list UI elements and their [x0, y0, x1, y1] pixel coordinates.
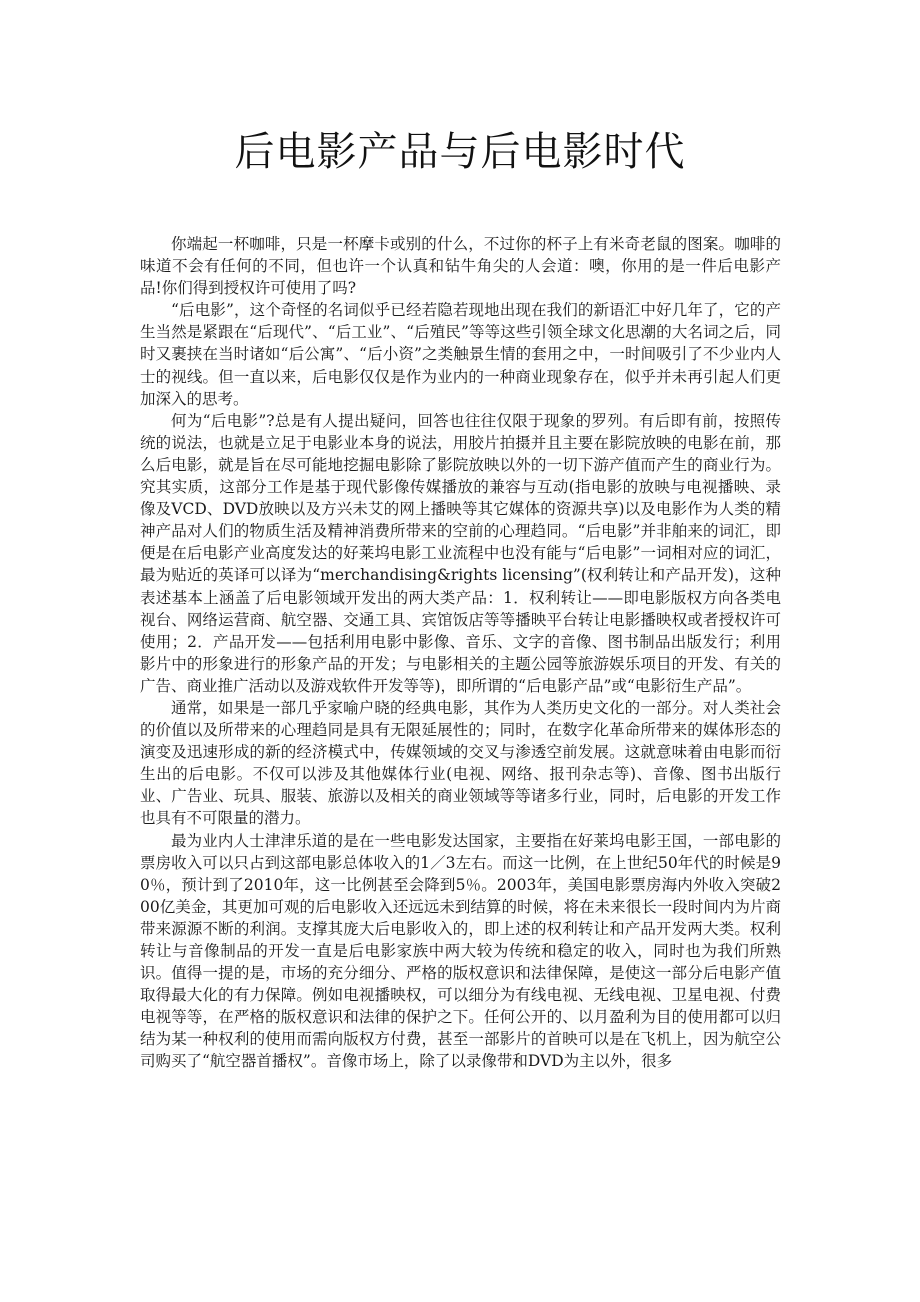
- document-body: [140, 233, 781, 1073]
- paragraph-3: 何为“后电影”?总是有人提出疑问，回答也往往仅限于现象的罗列。有后即有前，按照传统的说法，也就是立足于电影业本身的说法，用胶片拍摄并且主要在影院放映的电影在前，那么后电影，就是旨在尽可能地挖掘电影除了影院放映以外的一切下游产值而产生的商业行为。究其实质，这部分工作是基于现代影像传媒播放的兼容与互动(指电影的放映与电视播映、录像及VCD、DVD放映以及方兴未艾的网上播映等其它媒体的资源共享)以及电影作为人类的精神产品对人们的物质生活及精神消费所带来的空前的心理趋同。“后电影”并非舶来的词汇，即便是在后电影产业高度发达的好莱坞电影工业流程中也没有能与“后电影”一词相对应的词汇，最为贴近的英译可以译为“merchandising&rights licensing”(权利转让和产品开发)，这种表述基本上涵盖了后电影领域开发出的两大类产品：1．权利转让——即电影版权方向各类电视台、网络运营商、航空器、交通工具、宾馆饭店等等播映平台转让电影播映权或者授权许可使用；2．产品开发——包括利用电影中影像、音乐、文字的音像、图书制品出版发行；利用影片中的形象进行的形象产品的开发；与电影相关的主题公园等旅游娱乐项目的开发、有关的广告、商业推广活动以及游戏软件开发等等)，即所谓的“后电影产品”或“电影衍生产品”。: [140, 411, 781, 695]
- paragraph-5: 最为业内人士津津乐道的是在一些电影发达国家，主要指在好莱坞电影王国，一部电影的票房收入可以只占到这部电影总体收入的1／3左右。而这一比例，在上世纪50年代的时候是90％，预计到了2010年，这一比例甚至会降到5％。2003年，美国电影票房海内外收入突破200亿美金，其更加可观的后电影收入还远远未到结算的时候，将在未来很长一段时间内为片商带来源源不断的利润。支撑其庞大后电影收入的，即上述的权利转让和产品开发两大类。权利转让与音像制品的开发一直是后电影家族中两大较为传统和稳定的收入，同时也为我们所熟识。值得一提的是，市场的充分细分、严格的版权意识和法律保障，是使这一部分后电影产值取得最大化的有力保障。例如电视播映权，可以细分为有线电视、无线电视、卫星电视、付费电视等等，在严格的版权意识和法律的保护之下。任何公开的、以月盈利为目的使用都可以归结为某一种权利的使用而需向版权方付费，甚至一部影片的首映可以是在飞机上，因为航空公司购买了“航空器首播权”。音像市场上，除了以录像带和DVD为主以外，很多: [140, 831, 781, 1071]
- paragraph-1: 你端起一杯咖啡，只是一杯摩卡或别的什么，不过你的杯子上有米奇老鼠的图案。咖啡的味道不会有任何的不同，但也许一个认真和钻牛角尖的人会道：噢，你用的是一件后电影产品!你们得到授权许可使用了吗?: [140, 235, 781, 298]
- paragraph-2: “后电影”，这个奇怪的名词似乎已经若隐若现地出现在我们的新语汇中好几年了，它的产生当然是紧跟在“后现代”、“后工业”、“后殖民”等等这些引领全球文化思潮的大名词之后，同时又裹挟在当时诸如“后公寓”、“后小资”之类触景生情的套用之中，一时间吸引了不少业内人士的视线。但一直以来，后电影仅仅是作为业内的一种商业现象存在，似乎并未再引起人们更加深入的思考。: [140, 301, 781, 408]
- paragraph-4: 通常，如果是一部几乎家喻户晓的经典电影，其作为人类历史文化的一部分。对人类社会的价值以及所带来的心理趋同是具有无限延展性的；同时，在数字化革命所带来的媒体形态的演变及迅速形成的新的经济模式中，传媒领域的交叉与渗透空前发展。这就意味着由电影而衍生出的后电影。不仅可以涉及其他媒体行业(电视、网络、报刊杂志等)、音像、图书出版行业、广告业、玩具、服装、旅游以及相关的商业领域等等诸多行业，同时，后电影的开发工作也具有不可限量的潜力。: [140, 698, 781, 828]
- document-title: 后电影产品与后电影时代: [234, 129, 686, 175]
